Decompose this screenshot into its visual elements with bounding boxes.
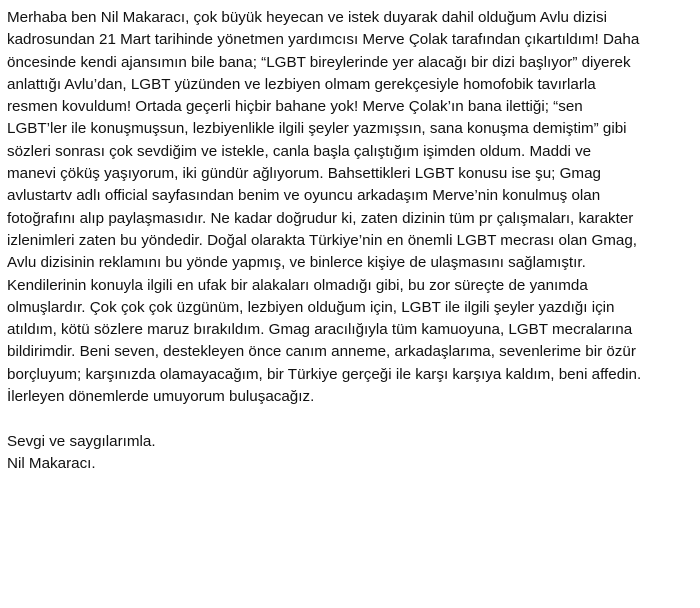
letter-line: öncesinde kendi ajansımın bile bana; “LGBT bireylerinde yer alacağı bir dizi başlıyor” diyerek xyxy=(7,53,631,71)
letter-line: resmen kovuldum! Ortada geçerli hiçbir bahane yok! Merve Çolak’ın bana ilettiği; “sen xyxy=(7,98,583,116)
letter-closing: Sevgi ve saygılarımla. xyxy=(7,432,156,450)
letter-line: olmuşlardır. Çok çok çok üzgünüm, lezbiyen olduğum için, LGBT ile ilgili şeyler yazdığı için xyxy=(7,298,615,316)
paragraph-gap xyxy=(7,408,695,430)
letter-line: borçluyum; karşınızda olamayacağım, bir Türkiye gerçeği ile karşı karşıya kaldım, beni affedin. xyxy=(7,365,642,383)
letter-line: kadrosundan 21 Mart tarihinde yönetmen yardımcısı Merve Çolak tarafından çıkartıldım! Daha xyxy=(7,31,640,49)
letter-line: atıldım, kötü sözlere maruz bırakıldım. Gmag aracılığıyla tüm kamuoyuna, LGBT mecralarına xyxy=(7,321,633,339)
letter-line: bildirimdir. Beni seven, destekleyen önce canım anneme, arkadaşlarıma, sevenlerime bir özür xyxy=(7,343,636,361)
letter-body xyxy=(7,7,695,408)
letter-document xyxy=(7,7,695,475)
letter-line: Kendilerinin konuyla ilgili en ufak bir alakaları olmadığı gibi, bu zor süreçte de yanımda xyxy=(7,276,588,294)
letter-line: fotoğrafını alıp paylaşmasıdır. Ne kadar doğrudur ki, zaten dizinin tüm pr çalışmaları, karakter xyxy=(7,209,634,227)
letter-line: avlustartv adlı official sayfasından benim ve oyuncu arkadaşım Merve’nin konulmuş olan xyxy=(7,187,601,205)
letter-line: İlerleyen dönemlerde umuyorum buluşacağız. xyxy=(7,388,315,406)
letter-line: LGBT’ler ile konuşmuşsun, lezbiyenlikle ilgili şeyler yazmışsın, sana konuşma demiştim” gibi xyxy=(7,120,627,138)
letter-line: Avlu dizisinin reklamını bu yönde yapmış, ve binlerce kişiye de ulaşmasını sağlamıştır. xyxy=(7,254,586,272)
letter-line: sözleri sonrası çok sevdiğim ve istekle, canla başla çalıştığım işimden oldum. Maddi ve xyxy=(7,142,592,160)
letter-line: anlattığı Avlu’dan, LGBT yüzünden ve lezbiyen olmam gerekçesiyle homofobik tavırlarla xyxy=(7,75,596,93)
letter-line: manevi çöküş yaşıyorum, iki gündür ağlıyorum. Bahsettikleri LGBT konusu ise şu; Gmag xyxy=(7,165,601,183)
letter-line: izlenimleri zaten bu yöndedir. Doğal olarakta Türkiye’nin en önemli LGBT mecrası olan Gmag, xyxy=(7,231,638,249)
letter-line: Merhaba ben Nil Makaracı, çok büyük heyecan ve istek duyarak dahil olduğum Avlu dizisi xyxy=(7,9,607,26)
letter-signature: Nil Makaracı. xyxy=(7,454,96,472)
